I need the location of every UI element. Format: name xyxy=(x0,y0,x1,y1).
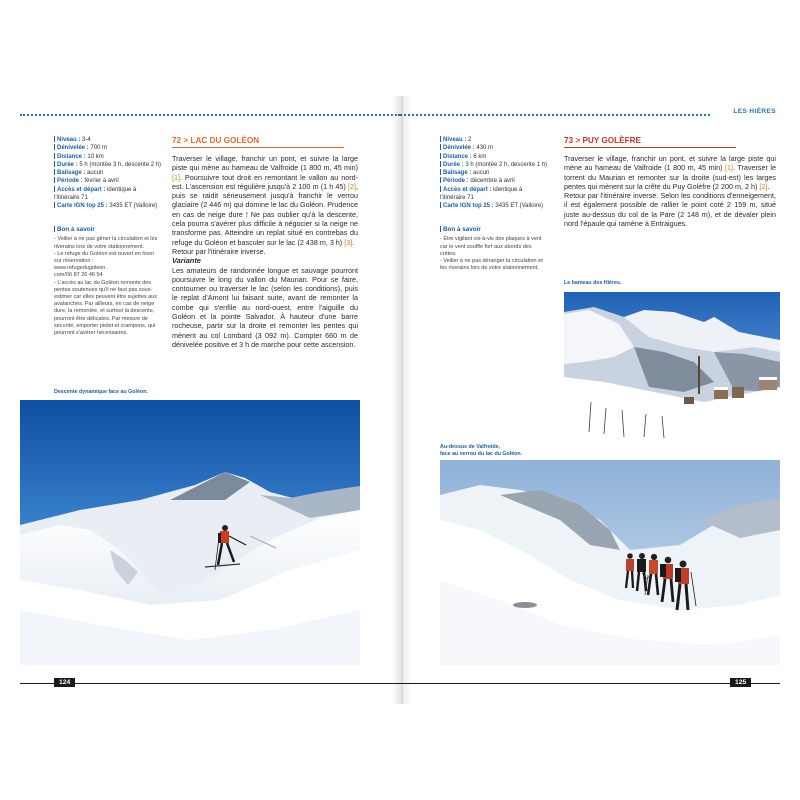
left-page xyxy=(20,96,400,704)
fact-key: Carte IGN top 25 : xyxy=(443,203,494,210)
fact-row xyxy=(440,177,548,185)
return-paragraph: Retour par l'itinéraire inverse. Selon les conditions d'enneigement, il est également possible de rallier le point coté 2 159 m, situé juste au-dessus du col de la Pare (2 148 m), et de dévaler plein nord l'épaule qui ramène à Entraigues. xyxy=(564,191,776,229)
fact-value: décembre à avril xyxy=(468,178,515,185)
fact-key: Période : xyxy=(443,178,469,185)
fact-value: 3435 ET (Valloire) xyxy=(493,203,544,210)
bullet-bar xyxy=(440,136,441,142)
bullet-bar xyxy=(440,226,441,232)
header-dotted-rule xyxy=(20,114,400,116)
bon-a-savoir-item: - Veiller à ne pas gêner la circulation et les riverains lors de votre stationnement. xyxy=(54,236,158,250)
fact-key: Dénivelée : xyxy=(57,145,89,152)
bon-a-savoir-box xyxy=(440,220,548,272)
bon-a-savoir-title: Bon à savoir xyxy=(440,226,548,234)
photo-caption: Au-dessus de Valfroide, face au verrou du lac du Goléon. xyxy=(440,444,523,457)
bullet-bar xyxy=(54,186,55,192)
footer-rule xyxy=(400,683,780,684)
fact-value: 3 h (montée 2 h, descente 1 h) xyxy=(463,161,548,168)
fact-value: 5 h (montée 3 h, descente 2 h) xyxy=(77,161,162,168)
fact-value: 700 m xyxy=(88,145,108,152)
fact-key: Balisage : xyxy=(57,170,86,177)
bullet-bar xyxy=(440,186,441,192)
bullet-bar xyxy=(440,161,441,167)
header-dotted-rule xyxy=(400,114,710,116)
right-page xyxy=(400,96,780,704)
bon-a-savoir-item: - Être vigilant vis-à-vis des plaques à vent car le vent souffle fort aux abords des crêtes. xyxy=(440,236,542,257)
fact-row xyxy=(440,169,548,177)
route-description xyxy=(172,154,358,349)
fact-key: Distance : xyxy=(57,153,86,160)
bullet-bar xyxy=(54,153,55,159)
bon-a-savoir-item: - Veiller à ne pas déranger la circulation et les riverains lors de votre stationnement. xyxy=(440,257,543,272)
fact-value: identique à l'itinéraire 71 xyxy=(54,186,137,202)
route-paragraph: Traverser le village, franchir un pont, et suivre la large piste qui mène au hameau de Valfroide (1 800 m, 45 min) [1]. Traverser le torrent du Maurian et remonter sur la droite (sud-est) les larges pentes qui mènent sur la crête du Puy Golèfre (2 200 m, 2 h) [2]. xyxy=(564,154,776,191)
fact-value: 10 km xyxy=(85,153,104,160)
bon-a-savoir-item: com/06 87 26 46 54 xyxy=(54,272,103,279)
waypoint-ref: [3] xyxy=(344,237,353,247)
fact-key: Niveau : xyxy=(57,137,81,143)
waypoint-ref: [2] xyxy=(348,181,356,191)
bullet-bar xyxy=(54,144,55,150)
fact-value: aucun xyxy=(471,170,490,177)
fact-row xyxy=(440,136,548,144)
waypoint-ref: [2] xyxy=(759,181,768,191)
fact-row xyxy=(54,153,162,161)
bullet-bar xyxy=(54,136,55,142)
route-title: 72 > LAC DU GOLÉON xyxy=(172,136,344,148)
route-paragraph: Traverser le village, franchir un pont, et suivre la large piste qui mène au hameau de Valfroide (1 800 m, 45 min) [1]. Poursuivre tout droit en remontant le vallon au nord-est. L'ascension est régulière jusqu'à 2 100 m (1 h 45) [2], puis se raidit sérieusement jusqu'à franchir le verrou glaciaire (2 446 m) qui domine le lac du Goléon. Prudence en cas de neige dure ! Ne pas oublier qu'à la descente, cela pourra s'avérer plus difficile à négocier si la neige ne transforme pas. Atteindre un replat situé en contrebas du refuge du Goléon et basculer sur le lac (2 438 m, 3 h) [3]. xyxy=(172,154,358,247)
fact-row xyxy=(54,202,162,210)
bullet-bar xyxy=(54,202,55,208)
page-number: 124 xyxy=(54,678,75,687)
bon-a-savoir-item: www.refugedugoleon. xyxy=(54,265,107,272)
fact-row xyxy=(54,177,162,185)
fact-value: février à avril xyxy=(82,178,119,185)
fact-key: Accès et départ : xyxy=(57,186,106,193)
bon-a-savoir-list xyxy=(440,236,548,272)
bon-a-savoir-box xyxy=(54,220,162,337)
fact-row xyxy=(440,153,548,161)
route-facts xyxy=(440,136,548,211)
fact-row xyxy=(54,136,162,144)
book-gutter xyxy=(392,96,412,704)
bullet-bar xyxy=(440,177,441,183)
fact-value: 3435 ET (Valloire) xyxy=(107,203,158,210)
bullet-bar xyxy=(54,161,55,167)
photo-hameau-hieres xyxy=(564,292,780,442)
fact-value: 3-4 xyxy=(80,137,91,143)
bullet-bar xyxy=(440,202,441,208)
footer-rule xyxy=(20,683,400,684)
photo-caption: Le hameau des Hières. xyxy=(564,280,622,286)
variante-title: Variante xyxy=(172,256,201,266)
fact-row xyxy=(54,186,162,203)
bullet-bar xyxy=(54,177,55,183)
fact-row xyxy=(440,161,548,169)
fact-value: 430 m xyxy=(474,145,494,152)
bon-a-savoir-item: - L'accès au lac du Goléon remonte des pentes soutenues qu'il ne faut pas sous-estimer car elles peuvent être sujettes aux avalanches. Par ailleurs, en cas de neige dure, la remontée, et surtout la descente, pourront être délicates. Par mesure de sécurité, emporter piolet et crampons, qui pourront s'avérer nécessaires. xyxy=(54,279,158,336)
route-title: 73 > PUY GOLÈFRE xyxy=(564,136,736,148)
bullet-bar xyxy=(54,169,55,175)
photo-caption: Descente dynamique face au Goléon. xyxy=(54,389,148,395)
page-number: 125 xyxy=(730,678,751,687)
fact-key: Distance : xyxy=(443,153,472,160)
route-facts xyxy=(54,136,162,211)
bullet-bar xyxy=(440,153,441,159)
fact-key: Durée : xyxy=(443,161,464,168)
fact-key: Dénivelée : xyxy=(443,145,475,152)
section-header: LES HIÈRES xyxy=(733,108,776,115)
bon-a-savoir-item: - Le refuge du Goléon est ouvert en hiver sur réservation : xyxy=(54,250,155,264)
variante-paragraph: Les amateurs de randonnée longue et sauvage pourront poursuivre le long du vallon du Maurian. Pour se faire, contourner ou traverser le lac (selon les conditions), puis le replat d'Amont lui faisant suite, avant de remonter la combe qui s'enfile au nord-ouest, entre l'aiguille du Goléon et la pointe Salvador. À hauteur d'une barre rocheuse, partir sur la droite et remonter les pentes qui mènent au col Lombard (3 092 m). Compter 660 m de dénivelée positive et 3 h de marche pour cette ascension. xyxy=(172,265,358,349)
bullet-bar xyxy=(54,226,55,232)
fact-row xyxy=(54,161,162,169)
bullet-bar xyxy=(440,169,441,175)
fact-value: identique à l'itinéraire 71 xyxy=(440,186,523,202)
fact-row xyxy=(440,202,548,210)
fact-key: Durée : xyxy=(57,161,78,168)
bon-a-savoir-title: Bon à savoir xyxy=(54,226,162,234)
waypoint-ref: [1] xyxy=(725,163,734,173)
return-paragraph: Retour par l'itinéraire inverse. xyxy=(172,246,266,256)
route-description xyxy=(564,154,776,228)
fact-row xyxy=(54,144,162,152)
fact-key: Balisage : xyxy=(443,170,472,177)
bullet-bar xyxy=(440,144,441,150)
fact-value: 6 km xyxy=(471,153,487,160)
fact-key: Niveau : xyxy=(443,137,467,143)
fact-value: aucun xyxy=(85,170,104,177)
fact-key: Carte IGN top 25 : xyxy=(57,203,108,210)
fact-row xyxy=(440,186,548,203)
fact-row xyxy=(440,144,548,152)
waypoint-ref: [1] xyxy=(172,172,180,182)
fact-key: Accès et départ : xyxy=(443,186,492,193)
photo-ski-tourers xyxy=(440,460,780,665)
photo-skier-descent xyxy=(20,400,360,665)
fact-key: Période : xyxy=(57,178,83,185)
fact-value: 2 xyxy=(466,137,472,143)
bon-a-savoir-list xyxy=(54,236,162,337)
fact-row xyxy=(54,169,162,177)
